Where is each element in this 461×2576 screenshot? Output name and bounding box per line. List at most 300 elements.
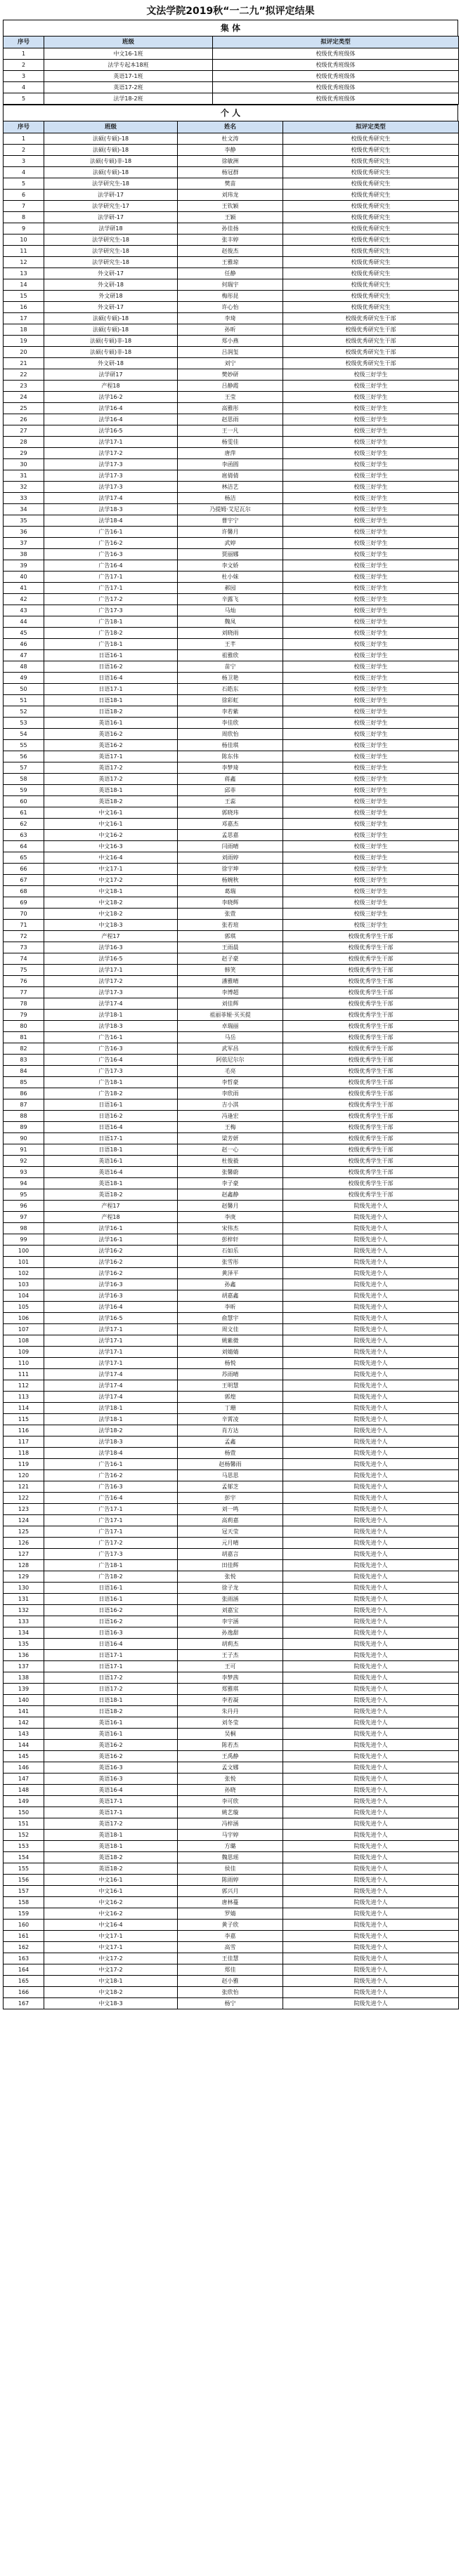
seq-cell: 19 bbox=[4, 336, 44, 347]
name-cell: 杨萱 bbox=[178, 1448, 283, 1459]
individual-row bbox=[4, 1021, 459, 1032]
seq-cell: 89 bbox=[4, 1122, 44, 1133]
seq-cell: 58 bbox=[4, 774, 44, 785]
award-type-cell: 校级优秀学生干部 bbox=[283, 1077, 459, 1088]
individual-row bbox=[4, 1672, 459, 1684]
seq-cell: 109 bbox=[4, 1347, 44, 1358]
award-type-cell: 校级优秀研究生 bbox=[283, 268, 459, 279]
seq-cell: 90 bbox=[4, 1133, 44, 1144]
name-cell: 贾丽娜 bbox=[178, 549, 283, 560]
seq-cell: 143 bbox=[4, 1729, 44, 1740]
class-cell: 中文17-2 bbox=[44, 875, 178, 886]
seq-cell: 43 bbox=[4, 605, 44, 616]
award-type-cell: 院级先进个人 bbox=[283, 1414, 459, 1425]
award-type-cell: 校级三好学生 bbox=[283, 414, 459, 425]
name-cell: 周欣怡 bbox=[178, 729, 283, 740]
name-cell: 方璐 bbox=[178, 1841, 283, 1852]
award-type-cell: 院级先进个人 bbox=[283, 1852, 459, 1863]
name-cell: 黄子欣 bbox=[178, 1920, 283, 1931]
individual-row bbox=[4, 1167, 459, 1178]
seq-cell: 140 bbox=[4, 1695, 44, 1706]
class-cell: 日语18-1 bbox=[44, 1695, 178, 1706]
individual-row bbox=[4, 875, 459, 886]
individual-row bbox=[4, 841, 459, 852]
class-cell: 法学17-1 bbox=[44, 1324, 178, 1335]
award-type-cell: 院级先进个人 bbox=[283, 1583, 459, 1594]
seq-cell: 73 bbox=[4, 942, 44, 953]
class-cell: 英语18-2 bbox=[44, 1852, 178, 1863]
collective-row bbox=[4, 71, 459, 82]
name-cell: 杨洁 bbox=[178, 493, 283, 504]
seq-cell: 65 bbox=[4, 852, 44, 864]
seq-cell: 105 bbox=[4, 1302, 44, 1313]
name-cell: 刘雨婷 bbox=[178, 852, 283, 864]
individual-row bbox=[4, 1998, 459, 2009]
award-type-cell: 校级优秀学生干部 bbox=[283, 965, 459, 976]
class-cell: 广告17-1 bbox=[44, 1504, 178, 1515]
individual-row bbox=[4, 470, 459, 482]
seq-cell: 56 bbox=[4, 751, 44, 762]
award-type-cell: 院级先进个人 bbox=[283, 1818, 459, 1830]
award-type-cell: 院级先进个人 bbox=[283, 1605, 459, 1616]
collective-row bbox=[4, 93, 459, 105]
class-cell: 中文18-1 bbox=[44, 886, 178, 897]
seq-cell: 108 bbox=[4, 1335, 44, 1347]
seq-cell: 141 bbox=[4, 1706, 44, 1717]
class-cell: 中文16-1 bbox=[44, 819, 178, 830]
name-cell: 魏凤 bbox=[178, 616, 283, 628]
award-type-cell: 校级优秀学生干部 bbox=[283, 1122, 459, 1133]
individual-row bbox=[4, 1684, 459, 1695]
award-type-cell: 院级先进个人 bbox=[283, 1863, 459, 1875]
individual-row bbox=[4, 369, 459, 381]
individual-row bbox=[4, 1818, 459, 1830]
name-cell: 高雪 bbox=[178, 1942, 283, 1953]
name-cell: 刘佳辉 bbox=[178, 998, 283, 1010]
award-type-cell: 校级三好学生 bbox=[283, 437, 459, 448]
individual-row bbox=[4, 762, 459, 774]
name-cell: 杜文涛 bbox=[178, 133, 283, 145]
individual-row bbox=[4, 1122, 459, 1133]
class-cell: 中文16-4 bbox=[44, 852, 178, 864]
name-cell: 李函圆 bbox=[178, 459, 283, 470]
award-type-cell: 校级优秀班级体 bbox=[213, 48, 459, 60]
class-cell: 英语16-2 bbox=[44, 729, 178, 740]
award-type-cell: 院级先进个人 bbox=[283, 1796, 459, 1807]
name-cell: 唐萍 bbox=[178, 448, 283, 459]
seq-cell: 51 bbox=[4, 695, 44, 706]
award-type-cell: 院级先进个人 bbox=[283, 1964, 459, 1976]
seq-cell: 11 bbox=[4, 246, 44, 257]
award-type-cell: 院级先进个人 bbox=[283, 1560, 459, 1571]
award-type-cell: 院级先进个人 bbox=[283, 1762, 459, 1774]
name-cell: 孙昕 bbox=[178, 324, 283, 336]
class-cell: 法学17-3 bbox=[44, 459, 178, 470]
seq-cell: 39 bbox=[4, 560, 44, 572]
seq-cell: 154 bbox=[4, 1852, 44, 1863]
name-cell: 高莉嘉 bbox=[178, 1515, 283, 1526]
seq-cell: 45 bbox=[4, 628, 44, 639]
individual-row bbox=[4, 718, 459, 729]
name-cell: 王钦颖 bbox=[178, 201, 283, 212]
name-cell: 扈倩倩 bbox=[178, 470, 283, 482]
individual-row bbox=[4, 1470, 459, 1481]
individual-row bbox=[4, 1369, 459, 1380]
award-type-cell: 院级先进个人 bbox=[283, 1875, 459, 1886]
seq-cell: 145 bbox=[4, 1751, 44, 1762]
name-cell: 刘婧婧 bbox=[178, 1347, 283, 1358]
individual-row bbox=[4, 1268, 459, 1279]
individual-row bbox=[4, 392, 459, 403]
award-type-cell: 院级先进个人 bbox=[283, 1347, 459, 1358]
award-type-cell: 院级先进个人 bbox=[283, 1369, 459, 1380]
seq-cell: 137 bbox=[4, 1661, 44, 1672]
award-type-cell: 校级优秀研究生 bbox=[283, 167, 459, 178]
seq-cell: 94 bbox=[4, 1178, 44, 1189]
name-cell: 杜小妹 bbox=[178, 572, 283, 583]
name-cell: 王梅 bbox=[178, 1122, 283, 1133]
individual-table bbox=[3, 121, 459, 2009]
name-cell: 任静 bbox=[178, 268, 283, 279]
individual-row bbox=[4, 1740, 459, 1751]
individual-row bbox=[4, 1594, 459, 1605]
class-cell: 外文研-18 bbox=[44, 279, 178, 291]
award-type-cell: 校级三好学生 bbox=[283, 470, 459, 482]
seq-cell: 12 bbox=[4, 257, 44, 268]
award-type-cell: 院级先进个人 bbox=[283, 1695, 459, 1706]
seq-cell: 93 bbox=[4, 1167, 44, 1178]
name-cell: 郑佳 bbox=[178, 1964, 283, 1976]
class-cell: 英语16-3 bbox=[44, 1774, 178, 1785]
award-type-cell: 院级先进个人 bbox=[283, 1908, 459, 1920]
name-cell: 冯梓涵 bbox=[178, 1818, 283, 1830]
collective-row bbox=[4, 48, 459, 60]
individual-row bbox=[4, 212, 459, 223]
award-type-cell: 校级三好学生 bbox=[283, 661, 459, 673]
name-cell: 邓嘉杰 bbox=[178, 819, 283, 830]
class-cell: 广告17-3 bbox=[44, 605, 178, 616]
name-cell: 杨卫艳 bbox=[178, 673, 283, 684]
award-type-cell: 院级先进个人 bbox=[283, 1717, 459, 1729]
individual-row bbox=[4, 291, 459, 302]
individual-row bbox=[4, 785, 459, 796]
name-cell: 姚艺璇 bbox=[178, 1807, 283, 1818]
individual-row bbox=[4, 1414, 459, 1425]
class-cell: 法学16-5 bbox=[44, 425, 178, 437]
seq-cell: 149 bbox=[4, 1796, 44, 1807]
name-cell: 杨佳琪 bbox=[178, 740, 283, 751]
class-cell: 中文18-3 bbox=[44, 1998, 178, 2009]
seq-cell: 125 bbox=[4, 1526, 44, 1538]
name-cell: 梅彤昆 bbox=[178, 291, 283, 302]
individual-row bbox=[4, 1436, 459, 1448]
class-cell: 产程18 bbox=[44, 381, 178, 392]
name-cell: 李子豪 bbox=[178, 1178, 283, 1189]
class-cell: 英语16-1 bbox=[44, 1717, 178, 1729]
individual-row bbox=[4, 515, 459, 527]
class-cell: 法学研17 bbox=[44, 369, 178, 381]
name-cell: 杨悦 bbox=[178, 1358, 283, 1369]
award-type-cell: 校级优秀研究生 bbox=[283, 246, 459, 257]
seq-cell: 79 bbox=[4, 1010, 44, 1021]
class-cell: 中文16-1 bbox=[44, 1886, 178, 1897]
seq-cell: 148 bbox=[4, 1785, 44, 1796]
name-cell: 李静 bbox=[178, 145, 283, 156]
class-cell: 法学18-3 bbox=[44, 504, 178, 515]
results-sheet bbox=[3, 0, 458, 2009]
award-type-cell: 校级优秀学生干部 bbox=[283, 976, 459, 987]
class-cell: 日语16-4 bbox=[44, 1122, 178, 1133]
class-cell: 法学16-3 bbox=[44, 1290, 178, 1302]
individual-row bbox=[4, 920, 459, 931]
class-cell: 法学16-4 bbox=[44, 1302, 178, 1313]
name-cell: 郭琪 bbox=[178, 931, 283, 942]
award-type-cell: 校级优秀研究生干部 bbox=[283, 358, 459, 369]
award-type-cell: 院级先进个人 bbox=[283, 1627, 459, 1639]
individual-row bbox=[4, 1976, 459, 1987]
individual-row bbox=[4, 527, 459, 538]
name-cell: 李晓辉 bbox=[178, 897, 283, 909]
seq-cell: 47 bbox=[4, 650, 44, 661]
award-type-cell: 校级优秀学生干部 bbox=[283, 998, 459, 1010]
class-cell: 日语16-2 bbox=[44, 1111, 178, 1122]
name-cell: 冠天莹 bbox=[178, 1526, 283, 1538]
seq-cell: 27 bbox=[4, 425, 44, 437]
seq-cell: 67 bbox=[4, 875, 44, 886]
individual-row bbox=[4, 1931, 459, 1942]
header-seq: 序号 bbox=[4, 121, 44, 133]
name-cell: 张馨蔚 bbox=[178, 1167, 283, 1178]
award-type-cell: 院级先进个人 bbox=[283, 1886, 459, 1897]
individual-row bbox=[4, 1717, 459, 1729]
name-cell: 杨宁 bbox=[178, 1998, 283, 2009]
seq-cell: 4 bbox=[4, 167, 44, 178]
class-cell: 英语18-1 bbox=[44, 1841, 178, 1852]
name-cell: 吕静霞 bbox=[178, 381, 283, 392]
award-type-cell: 校级三好学生 bbox=[283, 897, 459, 909]
individual-row bbox=[4, 616, 459, 628]
award-type-cell: 校级优秀研究生 bbox=[283, 201, 459, 212]
individual-row bbox=[4, 178, 459, 190]
name-cell: 彭宇 bbox=[178, 1493, 283, 1504]
award-type-cell: 校级优秀学生干部 bbox=[283, 942, 459, 953]
individual-row bbox=[4, 684, 459, 695]
award-type-cell: 校级三好学生 bbox=[283, 482, 459, 493]
individual-row bbox=[4, 1481, 459, 1493]
seq-cell: 77 bbox=[4, 987, 44, 998]
name-cell: 王莹 bbox=[178, 392, 283, 403]
individual-row bbox=[4, 1695, 459, 1706]
award-type-cell: 院级先进个人 bbox=[283, 1751, 459, 1762]
name-cell: 孙逸甜 bbox=[178, 1627, 283, 1639]
name-cell: 李可欣 bbox=[178, 1796, 283, 1807]
award-type-cell: 院级先进个人 bbox=[283, 1470, 459, 1481]
seq-cell: 92 bbox=[4, 1156, 44, 1167]
seq-cell: 118 bbox=[4, 1448, 44, 1459]
individual-row bbox=[4, 1380, 459, 1392]
seq-cell: 106 bbox=[4, 1313, 44, 1324]
award-type-cell: 校级优秀学生干部 bbox=[283, 1144, 459, 1156]
award-type-cell: 校级优秀研究生 bbox=[283, 291, 459, 302]
award-type-cell: 校级优秀学生干部 bbox=[283, 1021, 459, 1032]
class-cell: 日语16-4 bbox=[44, 673, 178, 684]
seq-cell: 88 bbox=[4, 1111, 44, 1122]
individual-row bbox=[4, 403, 459, 414]
class-cell: 法学研究生-18 bbox=[44, 178, 178, 190]
name-cell: 郭晓玮 bbox=[178, 807, 283, 819]
award-type-cell: 院级先进个人 bbox=[283, 1425, 459, 1436]
seq-cell: 134 bbox=[4, 1627, 44, 1639]
seq-cell: 165 bbox=[4, 1976, 44, 1987]
name-cell: 苗宁 bbox=[178, 661, 283, 673]
individual-row bbox=[4, 1459, 459, 1470]
award-type-cell: 院级先进个人 bbox=[283, 1807, 459, 1818]
name-cell: 唐林蔓 bbox=[178, 1897, 283, 1908]
name-cell: 何瑞宇 bbox=[178, 279, 283, 291]
award-type-cell: 校级优秀学生干部 bbox=[283, 1043, 459, 1055]
seq-cell: 66 bbox=[4, 864, 44, 875]
name-cell: 卓瑞丽 bbox=[178, 1021, 283, 1032]
seq-cell: 61 bbox=[4, 807, 44, 819]
seq-cell: 14 bbox=[4, 279, 44, 291]
name-cell: 李宇涵 bbox=[178, 1616, 283, 1627]
seq-cell: 100 bbox=[4, 1246, 44, 1257]
class-cell: 法学17-1 bbox=[44, 437, 178, 448]
name-cell: 郑雅琪 bbox=[178, 1684, 283, 1695]
seq-cell: 155 bbox=[4, 1863, 44, 1875]
individual-row bbox=[4, 1099, 459, 1111]
seq-cell: 3 bbox=[4, 156, 44, 167]
name-cell: 张悦 bbox=[178, 1774, 283, 1785]
seq-cell: 80 bbox=[4, 1021, 44, 1032]
class-cell: 广告16-4 bbox=[44, 560, 178, 572]
award-type-cell: 校级三好学生 bbox=[283, 538, 459, 549]
class-cell: 法硕(专硕)-18 bbox=[44, 324, 178, 336]
individual-row bbox=[4, 257, 459, 268]
award-type-cell: 校级三好学生 bbox=[283, 616, 459, 628]
individual-row bbox=[4, 448, 459, 459]
name-cell: 李嘉 bbox=[178, 1931, 283, 1942]
individual-row bbox=[4, 381, 459, 392]
individual-heading: 个 人 bbox=[3, 105, 458, 121]
seq-cell: 111 bbox=[4, 1369, 44, 1380]
award-type-cell: 校级三好学生 bbox=[283, 762, 459, 774]
seq-cell: 112 bbox=[4, 1380, 44, 1392]
seq-cell: 30 bbox=[4, 459, 44, 470]
class-cell: 广告17-1 bbox=[44, 1515, 178, 1526]
class-cell: 广告17-1 bbox=[44, 583, 178, 594]
award-type-cell: 校级三好学生 bbox=[283, 504, 459, 515]
seq-cell: 147 bbox=[4, 1774, 44, 1785]
award-type-cell: 校级三好学生 bbox=[283, 628, 459, 639]
individual-row bbox=[4, 1010, 459, 1021]
individual-row bbox=[4, 1538, 459, 1549]
individual-row bbox=[4, 246, 459, 257]
name-cell: 王蕊 bbox=[178, 796, 283, 807]
seq-cell: 146 bbox=[4, 1762, 44, 1774]
seq-cell: 26 bbox=[4, 414, 44, 425]
seq-cell: 82 bbox=[4, 1043, 44, 1055]
seq-cell: 16 bbox=[4, 302, 44, 313]
award-type-cell: 院级先进个人 bbox=[283, 1212, 459, 1223]
seq-cell: 156 bbox=[4, 1875, 44, 1886]
individual-row bbox=[4, 1729, 459, 1740]
class-cell: 中文16-2 bbox=[44, 1897, 178, 1908]
class-cell: 中文16-3 bbox=[44, 841, 178, 852]
class-cell: 广告16-1 bbox=[44, 527, 178, 538]
class-cell: 法学17-2 bbox=[44, 976, 178, 987]
individual-row bbox=[4, 1257, 459, 1268]
seq-cell: 153 bbox=[4, 1841, 44, 1852]
award-type-cell: 校级三好学生 bbox=[283, 684, 459, 695]
seq-cell: 10 bbox=[4, 235, 44, 246]
name-cell: 王明慧 bbox=[178, 1380, 283, 1392]
seq-cell: 63 bbox=[4, 830, 44, 841]
award-type-cell: 校级优秀学生干部 bbox=[283, 1032, 459, 1043]
name-cell: 王雅琼 bbox=[178, 257, 283, 268]
individual-row bbox=[4, 650, 459, 661]
seq-cell: 163 bbox=[4, 1953, 44, 1964]
individual-row bbox=[4, 807, 459, 819]
name-cell: 徐子龙 bbox=[178, 1583, 283, 1594]
collective-table bbox=[3, 36, 459, 105]
class-cell: 法硕(专硕)-18 bbox=[44, 167, 178, 178]
seq-cell: 81 bbox=[4, 1032, 44, 1043]
award-type-cell: 院级先进个人 bbox=[283, 1729, 459, 1740]
award-type-cell: 校级三好学生 bbox=[283, 819, 459, 830]
seq-cell: 6 bbox=[4, 190, 44, 201]
class-cell: 法学研究生-17 bbox=[44, 201, 178, 212]
seq-cell: 166 bbox=[4, 1987, 44, 1998]
seq-cell: 78 bbox=[4, 998, 44, 1010]
individual-row bbox=[4, 976, 459, 987]
seq-cell: 71 bbox=[4, 920, 44, 931]
award-type-cell: 校级优秀研究生 bbox=[283, 178, 459, 190]
class-cell: 英语16-1 bbox=[44, 718, 178, 729]
name-cell: 肖方达 bbox=[178, 1425, 283, 1436]
header-award-type: 拟评定类型 bbox=[283, 121, 459, 133]
individual-row bbox=[4, 830, 459, 841]
name-cell: 杨雯佳 bbox=[178, 437, 283, 448]
seq-cell: 5 bbox=[4, 93, 44, 105]
class-cell: 英语17-1 bbox=[44, 751, 178, 762]
name-cell: 李若紫 bbox=[178, 706, 283, 718]
seq-cell: 144 bbox=[4, 1740, 44, 1751]
seq-cell: 72 bbox=[4, 931, 44, 942]
seq-cell: 74 bbox=[4, 953, 44, 965]
individual-row bbox=[4, 673, 459, 684]
class-cell: 法学16-3 bbox=[44, 1279, 178, 1290]
award-type-cell: 院级先进个人 bbox=[283, 1324, 459, 1335]
individual-row bbox=[4, 1706, 459, 1717]
class-cell: 中文16-2 bbox=[44, 830, 178, 841]
seq-cell: 18 bbox=[4, 324, 44, 336]
class-cell: 法学16-2 bbox=[44, 1246, 178, 1257]
class-cell: 法学17-3 bbox=[44, 987, 178, 998]
seq-cell: 130 bbox=[4, 1583, 44, 1594]
seq-cell: 104 bbox=[4, 1290, 44, 1302]
individual-row bbox=[4, 1841, 459, 1852]
seq-cell: 20 bbox=[4, 347, 44, 358]
award-type-cell: 校级三好学生 bbox=[283, 841, 459, 852]
award-type-cell: 校级优秀班级体 bbox=[213, 82, 459, 93]
class-cell: 广告16-3 bbox=[44, 1043, 178, 1055]
individual-row bbox=[4, 1392, 459, 1403]
award-type-cell: 校级三好学生 bbox=[283, 886, 459, 897]
individual-row bbox=[4, 1425, 459, 1436]
individual-row bbox=[4, 167, 459, 178]
seq-cell: 32 bbox=[4, 482, 44, 493]
